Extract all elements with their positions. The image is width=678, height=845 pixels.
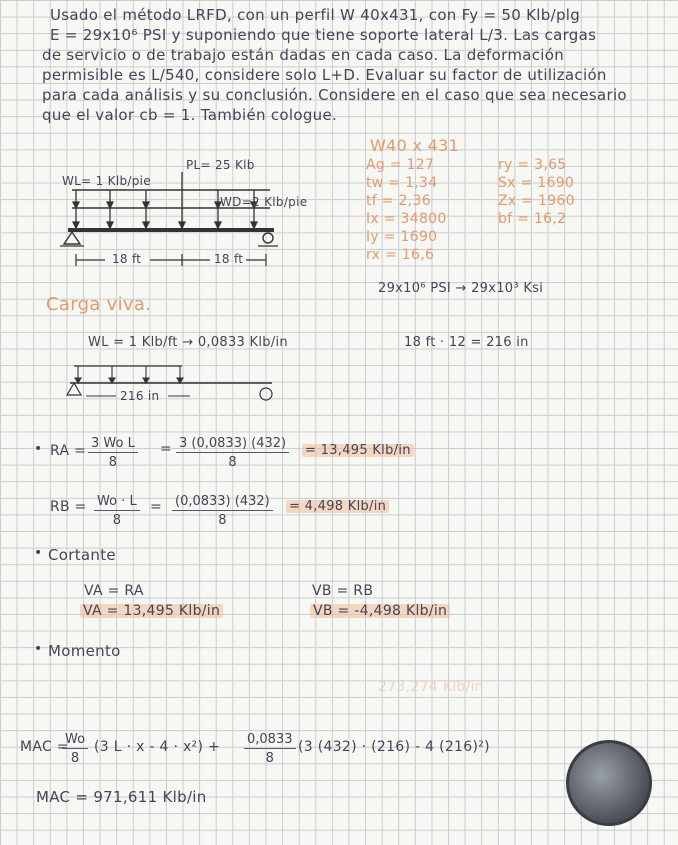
ra-fraction-1: [88, 436, 138, 470]
prop-ag: Ag = 127: [366, 157, 435, 173]
span-right-label: 18 ft: [214, 252, 244, 266]
mac-den-2: 8: [265, 751, 274, 766]
prop-bf: bf = 16,2: [498, 211, 567, 227]
shear-bullet: •: [34, 545, 43, 561]
mac-num-1: Wo: [62, 732, 88, 749]
prop-ry: ry = 3,65: [498, 157, 567, 173]
rb-num-2: (0,0833) (432): [172, 494, 273, 511]
prop-zx: Zx = 1960: [498, 193, 575, 209]
watermark-logo: [566, 740, 652, 826]
problem-line-3: de servicio o de trabajo están dadas en cada caso. La deformación: [42, 46, 565, 64]
e-conversion: 29x10⁶ PSI → 29x10³ Ksi: [378, 281, 544, 296]
prop-rx: rx = 16,6: [366, 247, 435, 263]
ra-bullet: •: [34, 441, 43, 457]
rb-fraction-1: [94, 494, 140, 528]
mac-fraction-1: [62, 732, 88, 766]
mac-lhs: MAC =: [20, 739, 69, 755]
rb-lhs: RB =: [50, 499, 87, 515]
prop-iy: Iy = 1690: [366, 229, 438, 245]
wl-label: WL= 1 Klb/pie: [62, 174, 151, 188]
problem-line-1: Usado el método LRFD, con un perfil W 40x431, con Fy = 50 Klb/plg: [50, 6, 581, 24]
mac-expression-1: (3 L · x - 4 · x²) +: [94, 739, 221, 755]
ra-equals: =: [160, 441, 173, 457]
rb-equals: =: [150, 499, 163, 515]
prop-tw: tw = 1,34: [366, 175, 438, 191]
span-left-label: 18 ft: [112, 252, 142, 266]
shear-heading: Cortante: [48, 546, 116, 564]
ra-num-2: 3 (0,0833) (432): [176, 436, 289, 453]
faded-moment-value: 273,274 Klb/in: [378, 679, 484, 695]
rb-den-2: 8: [218, 513, 227, 528]
ra-result: = 13,495 Klb/in: [302, 444, 414, 457]
moment-bullet: •: [34, 641, 43, 657]
rb-result: = 4,498 Klb/in: [286, 500, 389, 513]
problem-line-6: que el valor cb = 1. También cologue.: [42, 106, 338, 124]
length-conversion: 18 ft · 12 = 216 in: [404, 335, 529, 350]
problem-line-2: E = 29x10⁶ PSI y suponiendo que tiene soporte lateral L/3. Las cargas: [50, 26, 597, 44]
ra-lhs: RA =: [50, 443, 87, 459]
ra-fraction-2: [176, 436, 289, 470]
ra-den-2: 8: [228, 455, 237, 470]
ra-den-1: 8: [108, 455, 118, 470]
moment-heading: Momento: [48, 642, 121, 660]
problem-line-4: permisible es L/540, considere solo L+D. Evaluar su factor de utilización: [42, 66, 607, 84]
section-title: W40 x 431: [370, 136, 460, 155]
mac-fraction-2: [244, 732, 296, 766]
prop-tf: tf = 2,36: [366, 193, 431, 209]
problem-line-5: para cada análisis y su conclusión. Considere en el caso que sea necesario: [42, 86, 627, 104]
live-load-heading: Carga viva.: [46, 294, 152, 315]
prop-ix: Ix = 34800: [366, 211, 447, 227]
pl-label: PL= 25 Klb: [186, 158, 255, 172]
mac-num-2: 0,0833: [244, 732, 296, 749]
rb-den-1: 8: [112, 513, 121, 528]
va-equation: VA = RA: [84, 583, 144, 599]
vb-value: VB = -4,498 Klb/in: [310, 604, 450, 618]
wl-conversion: WL = 1 Klb/ft → 0,0833 Klb/in: [88, 335, 288, 350]
rb-num-1: Wo · L: [94, 494, 140, 511]
mac-result: MAC = 971,611 Klb/in: [36, 788, 207, 806]
rb-fraction-2: [172, 494, 273, 528]
live-span-label: 216 in: [120, 389, 160, 403]
wd-label: WD=2 Klb/pie: [220, 195, 308, 209]
vb-equation: VB = RB: [312, 583, 374, 599]
ra-num-1: 3 Wo L: [88, 436, 138, 453]
mac-expression-2: (3 (432) · (216) - 4 (216)²): [298, 739, 490, 755]
mac-den-1: 8: [70, 751, 80, 766]
prop-sx: Sx = 1690: [498, 175, 575, 191]
va-value: VA = 13,495 Klb/in: [80, 604, 223, 618]
